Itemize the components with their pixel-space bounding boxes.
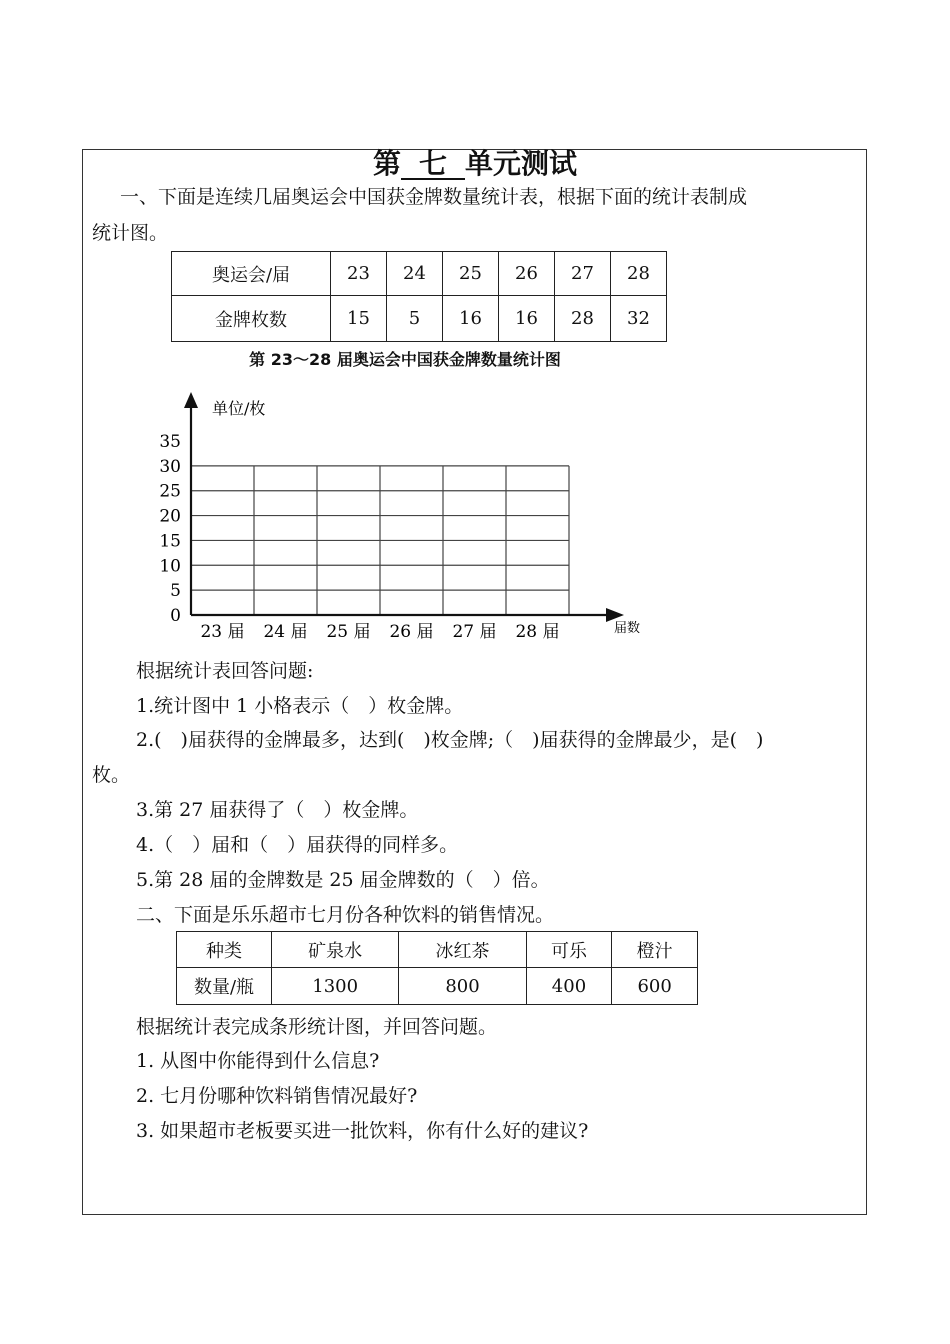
part2-question-3: 3. 如果超市老板要买进一批饮料，你有什么好的建议? (136, 1120, 589, 1142)
table-cell: 16 (443, 296, 499, 342)
chart-title: 第 23～28 届奥运会中国获金牌数量统计图 (249, 350, 561, 369)
table-cell: 15 (331, 296, 387, 342)
question-5: 5.第 28 届的金牌数是 25 届金牌数的（ ）倍。 (136, 869, 550, 891)
x-tick-label: 25 届 (326, 622, 371, 642)
table-cell: 矿泉水 (272, 932, 399, 968)
medal-table-row-count (172, 296, 667, 342)
table-cell: 27 (555, 252, 611, 296)
table-cell: 23 (331, 252, 387, 296)
x-tick-label: 28 届 (515, 622, 560, 642)
table-header-medals: 金牌枚数 (172, 296, 331, 342)
table-cell: 28 (611, 252, 667, 296)
drink-table (176, 931, 698, 1005)
table-header-quantity: 数量/瓶 (177, 968, 272, 1005)
chart-tick-labels (159, 432, 559, 642)
table-cell: 5 (387, 296, 443, 342)
chart-axes (184, 392, 624, 622)
table-cell: 28 (555, 296, 611, 342)
medal-table (171, 251, 667, 342)
table-cell: 1300 (272, 968, 399, 1005)
table-cell: 600 (612, 968, 698, 1005)
drink-table-row-type (177, 932, 698, 968)
table-cell: 32 (611, 296, 667, 342)
table-header-session: 奥运会/届 (172, 252, 331, 296)
page-title (0, 147, 950, 180)
table-cell: 26 (499, 252, 555, 296)
table-cell: 800 (399, 968, 526, 1005)
y-axis-label: 单位/枚 (212, 399, 266, 418)
title-unit-blank: 七 (401, 150, 465, 180)
x-tick-label: 23 届 (200, 622, 245, 642)
part2-intro: 二、下面是乐乐超市七月份各种饮料的销售情况。 (136, 904, 555, 926)
question-3: 3.第 27 届获得了（ ）枚金牌。 (136, 799, 419, 821)
part2-question-2: 2. 七月份哪种饮料销售情况最好? (136, 1085, 418, 1107)
y-tick-label: 5 (170, 581, 181, 602)
part1-intro-line2: 统计图。 (92, 222, 169, 244)
question-2-line2: 枚。 (92, 764, 131, 786)
question-4: 4.（ ）届和（ ）届获得的同样多。 (136, 834, 459, 856)
y-tick-label: 0 (170, 606, 181, 626)
part1-intro-line1: 一、下面是连续几届奥运会中国获金牌数量统计表，根据下面的统计表制成 (120, 186, 748, 208)
questions-intro: 根据统计表回答问题: (136, 660, 314, 682)
chart-grid-lines (191, 466, 569, 615)
table-cell: 25 (443, 252, 499, 296)
y-tick-label: 30 (159, 456, 181, 477)
y-tick-label: 15 (159, 531, 181, 552)
table-header-type: 种类 (177, 932, 272, 968)
title-suffix: 单元测试 (465, 147, 578, 180)
x-axis-arrow (606, 608, 624, 622)
y-tick-label: 35 (159, 432, 181, 452)
y-tick-label: 10 (159, 556, 181, 577)
table-cell: 16 (499, 296, 555, 342)
x-tick-label: 24 届 (263, 622, 308, 642)
y-tick-label: 25 (159, 481, 181, 502)
table-cell: 橙汁 (612, 932, 698, 968)
part2-question-1: 1. 从图中你能得到什么信息? (136, 1050, 380, 1072)
line-chart-grid (0, 380, 700, 650)
drink-table-row-quantity (177, 968, 698, 1005)
question-1: 1.统计图中 1 小格表示（ ）枚金牌。 (136, 695, 464, 717)
x-tick-label: 26 届 (389, 622, 434, 642)
x-axis-label: 届数 (614, 621, 641, 636)
title-prefix: 第 (372, 147, 401, 180)
y-axis-arrow (184, 392, 198, 408)
medal-table-row-session (172, 252, 667, 296)
part2-instruction: 根据统计表完成条形统计图，并回答问题。 (136, 1016, 498, 1038)
table-cell: 24 (387, 252, 443, 296)
table-cell: 可乐 (526, 932, 612, 968)
table-cell: 冰红茶 (399, 932, 526, 968)
y-tick-label: 20 (159, 506, 181, 527)
x-tick-label: 27 届 (452, 622, 497, 642)
question-2-line1: 2.( )届获得的金牌最多，达到( )枚金牌;（ )届获得的金牌最少，是( ) (136, 729, 764, 751)
table-cell: 400 (526, 968, 612, 1005)
